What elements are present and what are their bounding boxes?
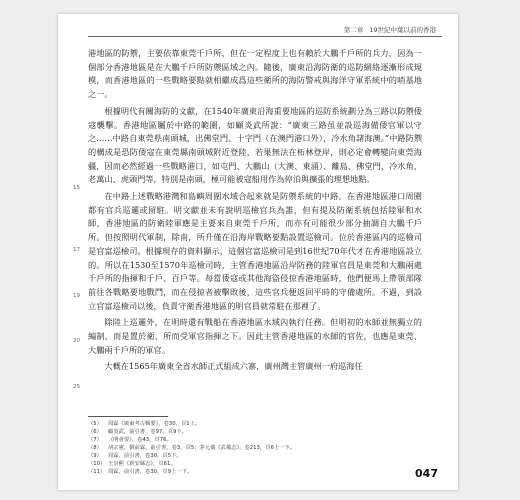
paragraph: 根據明代有關海防的文獻，在1540年廣東沿海重要地區的巡防系統劃分為三路以防禦倭寇襲擊。香港地區屬於中路的範圍，如顧炎武所說：“廣東三路虽並設巡海備倭官軍以守之……中路自東莞県南頭城，出佛堂門、十字門（在澳門港口外），冷水角諸海澳。”中路防禦的構成是恐防倭寇在東莞縣南頭城附近登陸，若果無法在柘林登岸，則必定會轉變向東莞海疆，因而必然經過一些戰略港口，如屯門、大鵬山（大澳、東涌）、離島、佛堂門，冷水角，老萬山、虎頭門等，特別是南頭，極可能被寇船用作為停泊與擴張的理想地點。 xyxy=(88,105,422,185)
line-number: 19 xyxy=(73,293,80,299)
footnote-text: 《明會要》，卷43，頁76。 xyxy=(108,437,172,443)
footnote-number: （6） xyxy=(88,429,102,435)
footnote-item xyxy=(88,468,418,476)
footnote-item xyxy=(88,452,418,460)
footnote-item xyxy=(88,420,418,428)
running-header xyxy=(58,22,458,36)
footnote-number: （9） xyxy=(88,453,102,459)
section-title: 19世紀中葉以前的香港 xyxy=(369,25,436,34)
footnote-text: 周霖，前引書，卷30，頁5下。 xyxy=(108,453,182,459)
line-number: 15 xyxy=(73,185,80,191)
chapter-label: 第二章 xyxy=(343,25,364,34)
line-number: 20 xyxy=(73,338,80,344)
footnote-text: 胡宗憲，劉前霖，前引書，卷3，頁5；茅元儀《武備志》，卷213，頁6上一下。 xyxy=(108,445,296,451)
footnote-item xyxy=(88,428,418,436)
line-number: 17 xyxy=(73,247,80,253)
footnote-number: （7） xyxy=(88,437,102,443)
paragraph: 除陸上巡邏外，在明時還有戰船在香港地區水域內執行任務。但明初的水師並無獨立的編制，而是置於衛、所而受軍官指揮之下。因此主管香港地區的水師的官佐，也應是東莞、大鵬兩千戶所的軍官。 xyxy=(88,317,422,355)
body-text xyxy=(88,47,422,374)
paragraph: 港地區的防禦，主要依靠東莞千戶所，但在一定程度上也有賴於大鵬千戶所的兵力，因為一個部分香港地區是在大鵬千戶所防禦區域之內。隨後，廣東沿海防衛的巡防網絡逐漸形成規模，而香港地區的一些戰略要點就相繼成爲這些衛所的海防警戒與海洋守軍系統中的哨基地之一。 xyxy=(88,48,422,100)
page-number: 047 xyxy=(415,467,438,480)
footnote-number: （5） xyxy=(88,421,102,427)
footnote-number: （11） xyxy=(88,469,106,475)
header-rule xyxy=(88,36,442,37)
line-number: 25 xyxy=(73,384,80,390)
book-page xyxy=(58,14,458,490)
footnote-text: 王崇熙《新安縣志》，頁61。 xyxy=(108,461,176,467)
footnote-number: （10） xyxy=(88,461,106,467)
footnote-text: 周霖，前引書，卷30，頁9上一下。 xyxy=(108,469,193,475)
footnote-text: 顧炎武，前引書，卷97，頁9下。 xyxy=(108,429,187,435)
footnote-rule xyxy=(88,416,168,417)
footnote-number: （8） xyxy=(88,445,102,451)
footnote-item xyxy=(88,444,418,452)
paragraph: 大概在1565年廣東全省水師正式組成六寨，廣州灣主管廣州一府巡海任 xyxy=(104,361,363,372)
footnote-item xyxy=(88,436,418,444)
paragraph: 在中路上述戰略港灣和島嶼周圍水域合起來就是防禦系統的中路。在香港地區港口周圍都有官兵巡邏或留駐。明文獻並未有說明巡檢官兵為誰，但有提及防衛系統包括陸軍和水師，香港地區的防衛陸軍應是主要來自東莞千戶所，而亦有可能很少部分抽調自大鵬千戶所。但按照明代軍制，除南，所升僅在沿海岸戰略要點設置巡檢司。位於香港區內的巡檢司是官富巡檢司。根據現存的資料顯示，這個官富巡檢司是到16世紀70年代才在香港地區設立的。所以在1530至1570年巡檢司時，主管香港地區沿岸防務的陸軍官員是東莞和大鵬兩處千戶所的指揮和千戶、百戶等。每當倭寇或其他海盜侵掠香港地區時，他們便馬上帶領部隊前往各戰略要地戰鬥，而在侵掠者被擊敗後，這些官兵便返回平時的守備處所。不過，到設立官富巡檢司以後，負責守衛香港地區的明官員就常駐在那裡了。 xyxy=(88,191,422,311)
footnote-text: 周霖《廣東考古輯要》，卷30，頁1上。 xyxy=(108,421,201,427)
footnotes xyxy=(88,420,418,476)
footnote-item xyxy=(88,460,418,468)
